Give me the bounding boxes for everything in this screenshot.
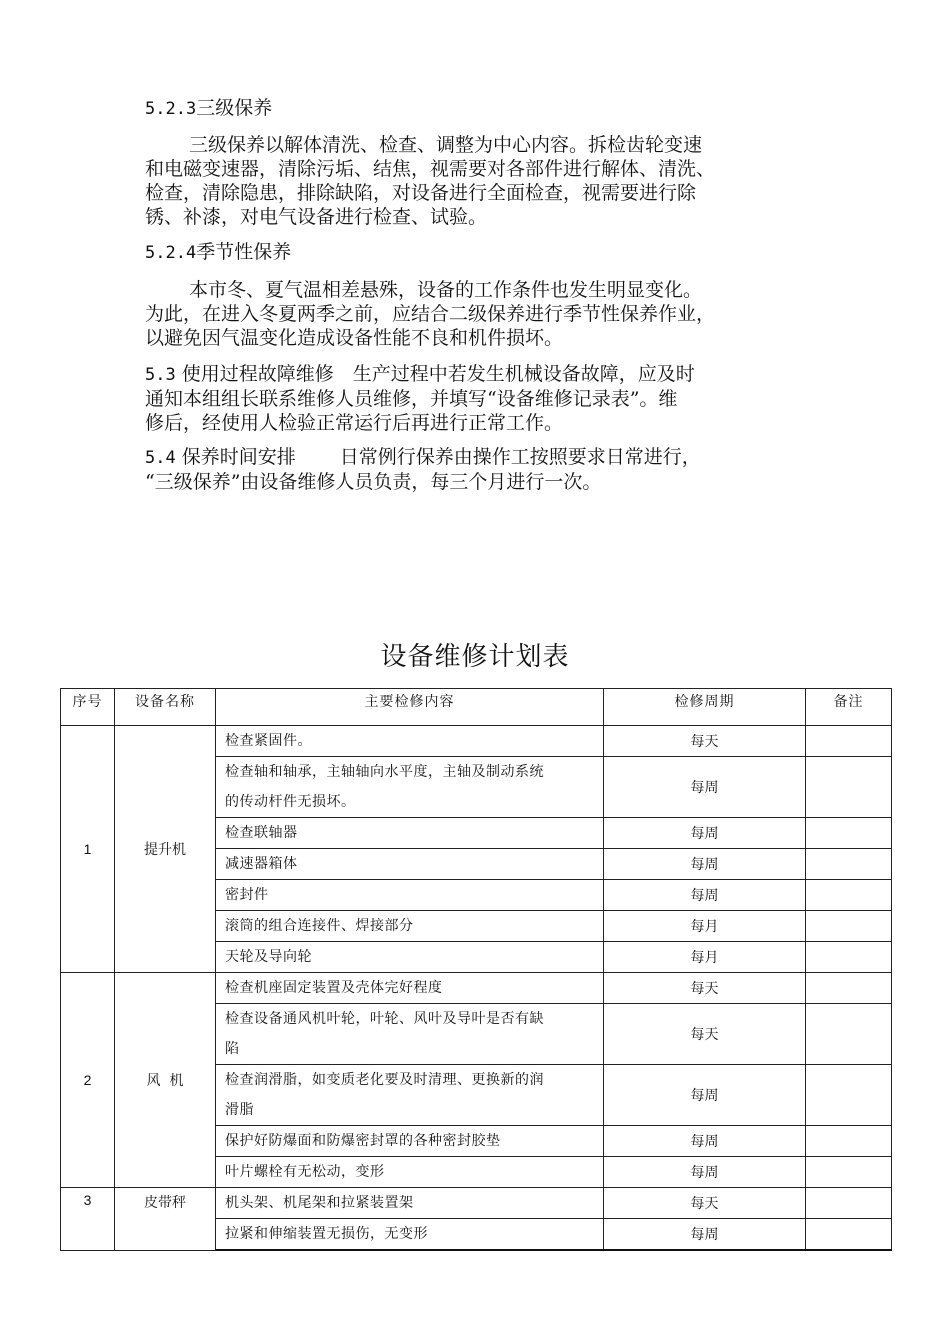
- note-cell: [806, 1188, 892, 1219]
- period-cell: 每周: [604, 1157, 806, 1188]
- note-cell: [806, 880, 892, 911]
- paragraph-text: 保养时间安排 日常例行保养由操作工按照要求日常进行，: [181, 446, 701, 468]
- content-line: 滑脂: [225, 1102, 254, 1118]
- section-number: 5.2.4: [145, 243, 197, 263]
- period-cell: 每周: [604, 818, 806, 849]
- section-5-2-3-heading: [145, 96, 272, 121]
- table-header-row: [61, 689, 892, 726]
- seq-cell: 3: [61, 1188, 115, 1251]
- note-cell: [806, 1126, 892, 1157]
- paragraph-line: 和电磁变速器，清除污垢、结焦，视需要对各部件进行解体、清洗、: [145, 158, 716, 180]
- header-note: 备注: [806, 689, 892, 726]
- period-cell: 每周: [604, 757, 806, 818]
- seq-cell: 2: [61, 973, 115, 1188]
- paragraph-line: “三级保养”由设备维修人员负责，每三个月进行一次。: [145, 471, 602, 493]
- section-number: 5.2.3: [145, 99, 197, 119]
- seq-cell: 1: [61, 726, 115, 973]
- content-cell: [216, 1004, 604, 1065]
- header-seq: 序号: [61, 689, 115, 726]
- header-equipment-name: 设备名称: [115, 689, 216, 726]
- note-cell: [806, 1004, 892, 1065]
- equipment-name-cell: 皮带秤: [115, 1188, 216, 1251]
- period-cell: 每周: [604, 1065, 806, 1126]
- section-5-2-4-body: [145, 278, 810, 350]
- section-title: 三级保养: [196, 97, 273, 119]
- period-cell: 每周: [604, 849, 806, 880]
- note-cell: [806, 726, 892, 757]
- content-cell: 滚筒的组合连接件、焊接部分: [216, 911, 604, 942]
- section-5-3-body: [145, 362, 810, 435]
- content-cell: 天轮及导向轮: [216, 942, 604, 973]
- note-cell: [806, 1157, 892, 1188]
- period-cell: 每月: [604, 942, 806, 973]
- section-title: 季节性保养: [196, 241, 292, 263]
- note-cell: [806, 942, 892, 973]
- content-line: 检查设备通风机叶轮，叶轮、风叶及导叶是否有缺: [225, 1011, 544, 1027]
- section-number: 5.3: [145, 365, 176, 385]
- period-cell: 每天: [604, 973, 806, 1004]
- content-cell: 检查联轴器: [216, 818, 604, 849]
- content-cell: [216, 757, 604, 818]
- equipment-name-cell: 提升机: [115, 726, 216, 973]
- table-row: [61, 726, 892, 757]
- header-period: 检修周期: [604, 689, 806, 726]
- paragraph-line: 检查，清除隐患，排除缺陷，对设备进行全面检查，视需要进行除: [145, 182, 697, 204]
- period-cell: 每天: [604, 726, 806, 757]
- content-cell: 叶片螺栓有无松动，变形: [216, 1157, 604, 1188]
- note-cell: [806, 973, 892, 1004]
- paragraph-line: 三级保养以解体清洗、检查、调整为中心内容。拆检齿轮变速: [189, 134, 703, 156]
- paragraph-line: 本市冬、夏气温相差悬殊，设备的工作条件也发生明显变化。: [189, 279, 703, 301]
- paragraph-line: 锈、补漆，对电气设备进行检查、试验。: [145, 206, 488, 228]
- content-cell: 保护好防爆面和防爆密封罩的各种密封胶垫: [216, 1126, 604, 1157]
- paragraph-line: [145, 445, 810, 470]
- paragraph-line: 修后，经使用人检验正常运行后再进行正常工作。: [145, 412, 564, 434]
- note-cell: [806, 757, 892, 818]
- period-cell: 每周: [604, 1126, 806, 1157]
- paragraph-text: 使用过程故障维修 生产过程中若发生机械设备故障，应及时: [181, 363, 695, 385]
- paragraph-line: 为此，在进入冬夏两季之前，应结合二级保养进行季节性保养作业，: [145, 303, 716, 325]
- paragraph-line: [145, 362, 810, 387]
- section-5-4-body: [145, 445, 810, 494]
- period-cell: 每天: [604, 1004, 806, 1065]
- table-row: [61, 973, 892, 1004]
- table-title: 设备维修计划表: [380, 642, 570, 672]
- content-cell: 检查紧固件。: [216, 726, 604, 757]
- header-content: 主要检修内容: [216, 689, 604, 726]
- period-cell: 每月: [604, 911, 806, 942]
- content-cell: 拉紧和伸缩装置无损伤，无变形: [216, 1219, 604, 1251]
- equipment-name-cell: 风 机: [115, 973, 216, 1188]
- note-cell: [806, 1219, 892, 1251]
- content-line: 检查润滑脂，如变质老化要及时清理、更换新的润: [225, 1072, 544, 1088]
- content-cell: 检查机座固定装置及壳体完好程度: [216, 973, 604, 1004]
- section-number: 5.4: [145, 448, 176, 468]
- content-cell: 机头架、机尾架和拉紧装置架: [216, 1188, 604, 1219]
- maintenance-plan-table: [60, 688, 892, 1251]
- content-line: 的传动杆件无损坏。: [225, 794, 356, 810]
- section-5-2-3-body: [145, 133, 810, 229]
- note-cell: [806, 1065, 892, 1126]
- paragraph-line: 通知本组组长联系维修人员维修，并填写“设备维修记录表”。维: [145, 388, 678, 410]
- content-cell: [216, 1065, 604, 1126]
- period-cell: 每周: [604, 1219, 806, 1251]
- period-cell: 每周: [604, 880, 806, 911]
- period-cell: 每天: [604, 1188, 806, 1219]
- note-cell: [806, 911, 892, 942]
- note-cell: [806, 849, 892, 880]
- table-row: [61, 1188, 892, 1219]
- content-line: 检查轴和轴承，主轴轴向水平度，主轴及制动系统: [225, 764, 544, 780]
- content-line: 陷: [225, 1041, 240, 1057]
- paragraph-line: 以避免因气温变化造成设备性能不良和机件损坏。: [145, 327, 564, 349]
- content-cell: 密封件: [216, 880, 604, 911]
- section-5-2-4-heading: [145, 240, 291, 265]
- note-cell: [806, 818, 892, 849]
- content-cell: 减速器箱体: [216, 849, 604, 880]
